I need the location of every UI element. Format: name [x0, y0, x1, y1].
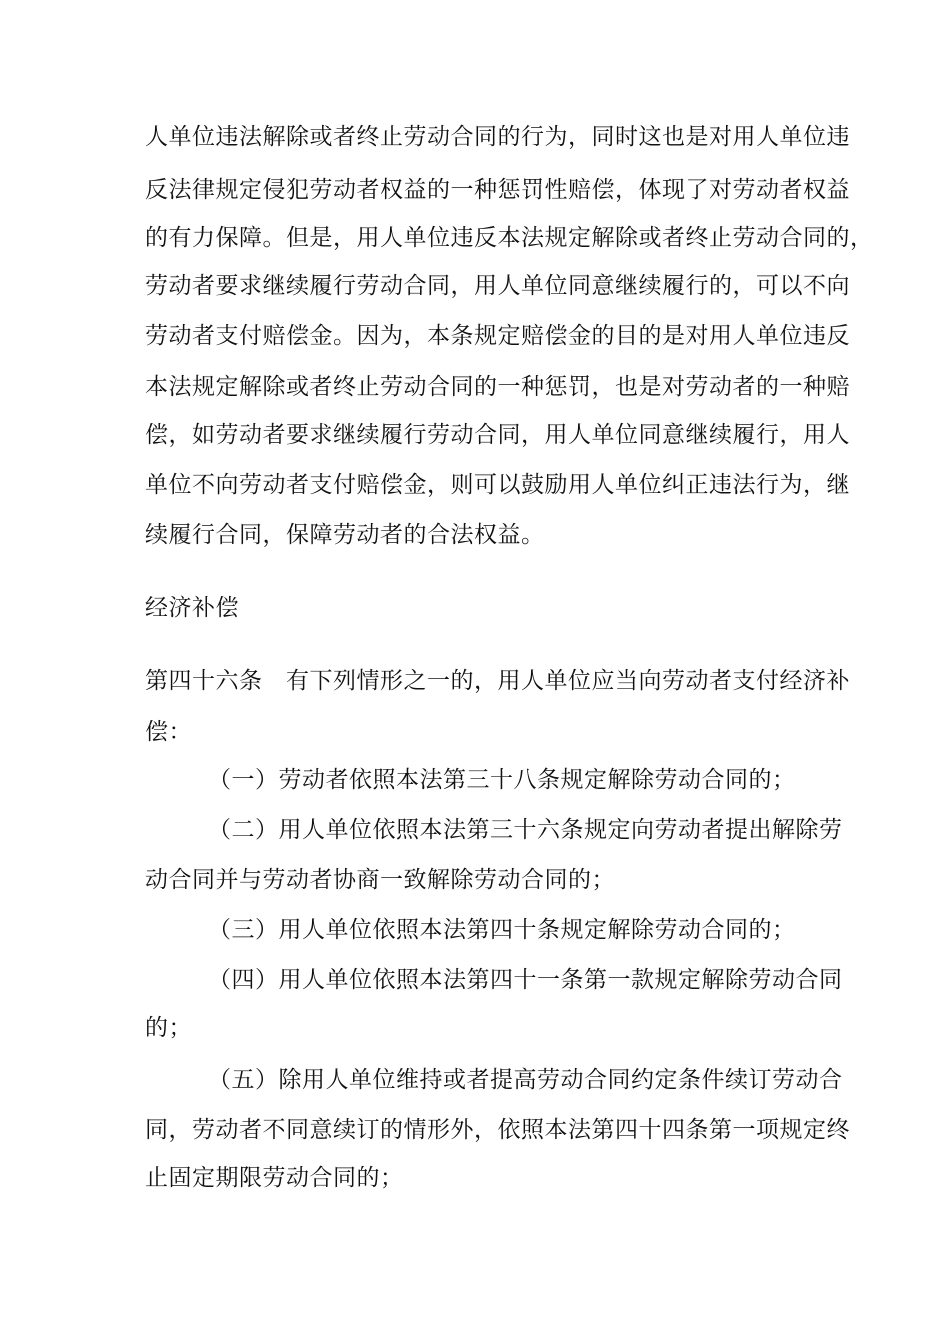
paragraph-line: 劳动者要求继续履行劳动合同，用人单位同意继续履行的，可以不向: [145, 273, 850, 299]
list-item-3: （三）用人单位依照本法第四十条规定解除劳动合同的；: [208, 917, 796, 943]
paragraph-line: 续履行合同，保障劳动者的合法权益。: [145, 522, 545, 548]
list-item-1: （一）劳动者依照本法第三十八条规定解除劳动合同的；: [208, 767, 796, 793]
paragraph-line: 单位不向劳动者支付赔偿金，则可以鼓励用人单位纠正违法行为，继: [145, 472, 850, 498]
paragraph-line: 偿，如劳动者要求继续履行劳动合同，用人单位同意继续履行，用人: [145, 422, 850, 448]
paragraph-line: 反法律规定侵犯劳动者权益的一种惩罚性赔偿，体现了对劳动者权益: [145, 177, 850, 203]
section-heading: 经济补偿: [145, 595, 239, 621]
article-line: 第四十六条 有下列情形之一的，用人单位应当向劳动者支付经济补: [145, 668, 850, 694]
paragraph-line: 本法规定解除或者终止劳动合同的一种惩罚，也是对劳动者的一种赔: [145, 374, 850, 400]
list-item-5-cont: 止固定期限劳动合同的；: [145, 1165, 404, 1191]
paragraph-line: 人单位违法解除或者终止劳动合同的行为，同时这也是对用人单位违: [145, 124, 850, 150]
paragraph-line: 劳动者支付赔偿金。因为，本条规定赔偿金的目的是对用人单位违反: [145, 323, 850, 349]
paragraph-line: 的有力保障。但是，用人单位违反本法规定解除或者终止劳动合同的，: [145, 225, 874, 251]
list-item-4-cont: 的；: [145, 1015, 192, 1041]
list-item-4: （四）用人单位依照本法第四十一条第一款规定解除劳动合同: [208, 967, 843, 993]
list-item-5-cont: 同，劳动者不同意续订的情形外，依照本法第四十四条第一项规定终: [145, 1117, 850, 1143]
list-item-5: （五）除用人单位维持或者提高劳动合同约定条件续订劳动合: [208, 1067, 843, 1093]
list-item-2: （二）用人单位依照本法第三十六条规定向劳动者提出解除劳: [208, 817, 843, 843]
article-line: 偿：: [145, 719, 192, 745]
list-item-2-cont: 动合同并与劳动者协商一致解除劳动合同的；: [145, 867, 615, 893]
